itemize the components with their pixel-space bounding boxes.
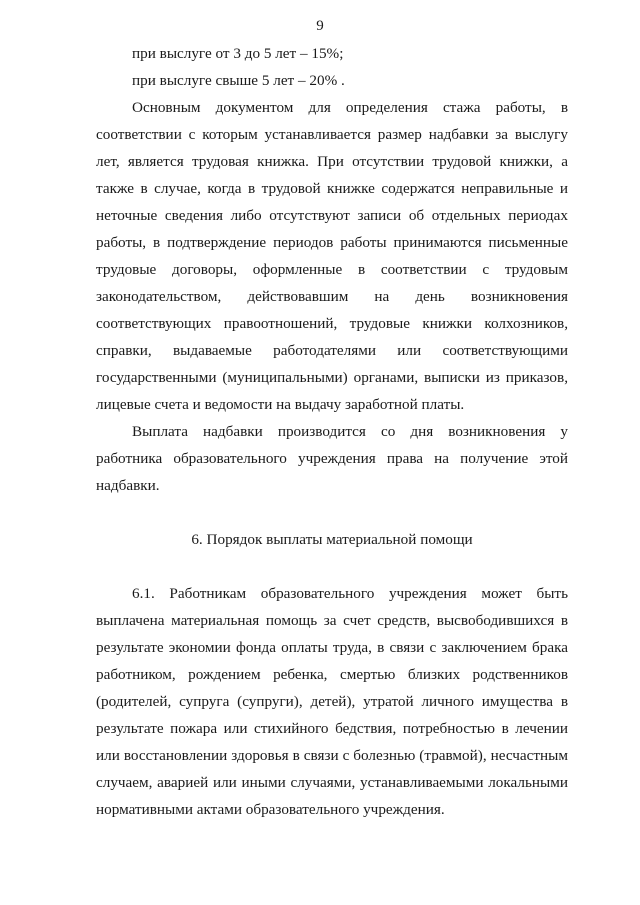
paragraph-material-aid: 6.1. Работникам образовательного учреждения может быть выплачена материальная помощь за счет средств, высвободившихся в результате экономии фонда оплаты труда, в связи с заключением брака работником, рождением ребенка, смертью близких родственников (родителей, супруга (супруги), детей), утратой личного имущества в результате пожара или стихийного бедствия, потребностью в лечении или восстановлении здоровья в связи с болезнью (травмой), несчастным случаем, аварией или иными случаями, устанавливаемыми локальными нормативными актами образовательного учреждения. [96,585,568,818]
document-body [96,40,568,823]
paragraph-seniority-document: Основным документом для определения стажа работы, в соответствии с которым устанавливается размер надбавки за выслугу лет, является трудовая книжка. При отсутствии трудовой книжки, а также в случае, когда в трудовой книжке содержатся неправильные и неточные сведения либо отсутствуют записи об отдельных периодах работы, в подтверждение периодов работы принимаются письменные трудовые договоры, оформленные в соответствии с трудовым законодательством, действовавшим на день возникновения соответствующих правоотношений, трудовые книжки колхозников, справки, выдаваемые работодателями или соответствующими государственными (муниципальными) органами, выписки из приказов, лицевые счета и ведомости на выдачу заработной платы. [96,99,568,413]
paragraph-payment-start: Выплата надбавки производится со дня возникновения у работника образовательного учреждения права на получение этой надбавки. [96,423,568,494]
page-number: 9 [316,18,324,34]
intro-line-2: при выслуге свыше 5 лет – 20% . [132,72,345,89]
intro-line-1: при выслуге от 3 до 5 лет – 15%; [132,45,344,62]
section-heading: 6. Порядок выплаты материальной помощи [191,531,473,548]
